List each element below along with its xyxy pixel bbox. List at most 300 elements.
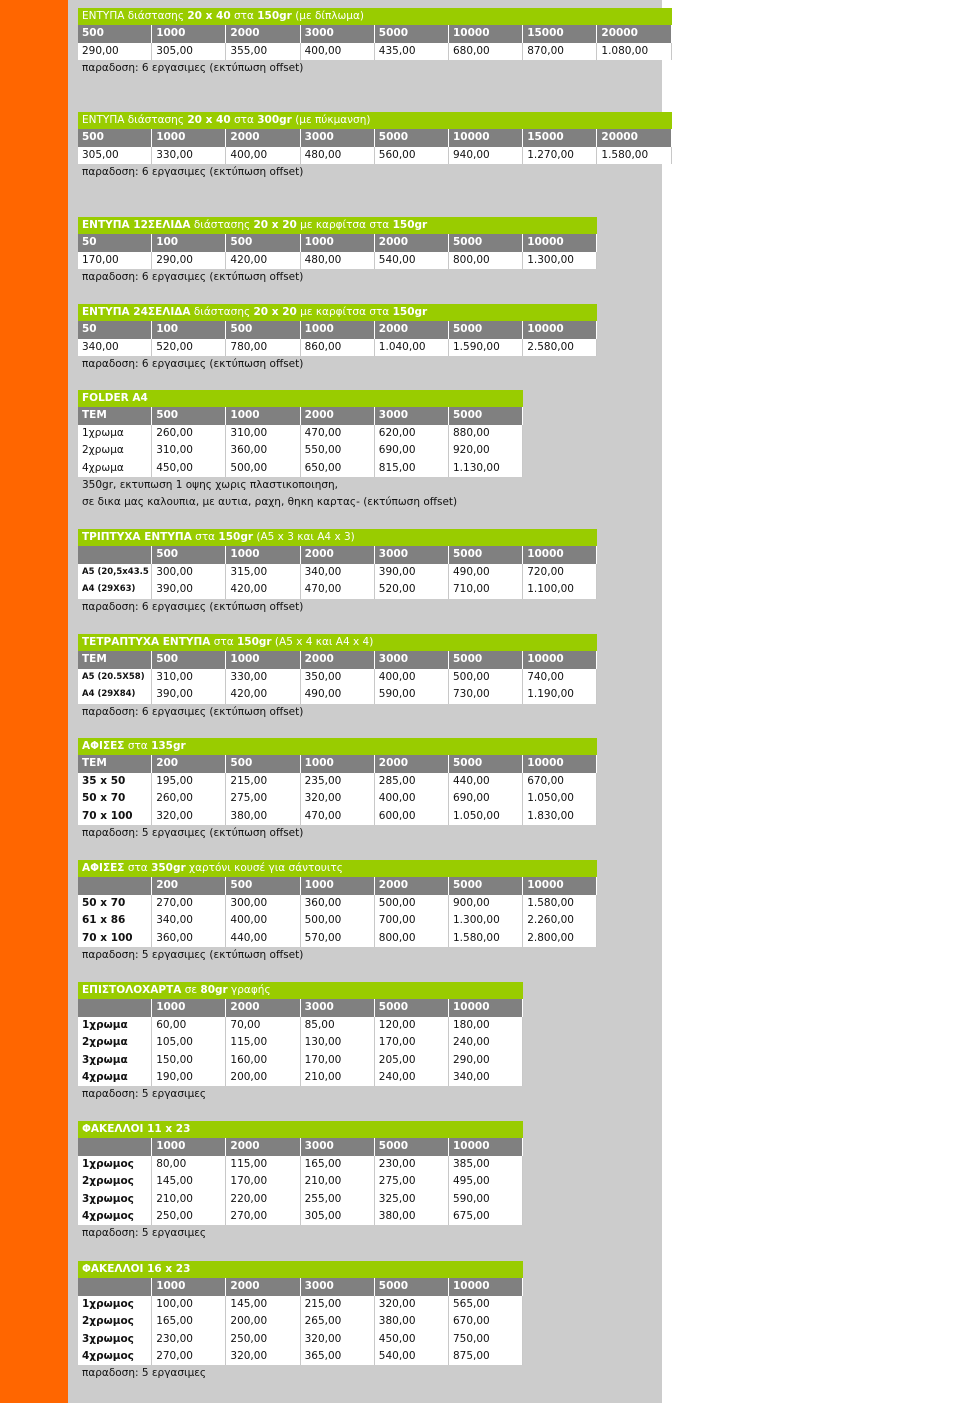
price-cell: 590,00 [375, 686, 449, 703]
price-cell: 400,00 [226, 912, 300, 929]
price-cell: 590,00 [449, 1191, 523, 1208]
price-cell: 355,00 [226, 43, 300, 60]
price-cell: 145,00 [226, 1296, 300, 1313]
price-cell: 320,00 [152, 808, 226, 825]
price-cell: 2.800,00 [523, 930, 597, 947]
table-row [78, 1017, 523, 1034]
price-cell: 330,00 [152, 147, 226, 164]
price-cell: 1.300,00 [523, 252, 597, 269]
column-header: 10000 [523, 321, 597, 338]
price-cell: 80,00 [152, 1156, 226, 1173]
price-cell: 270,00 [226, 1208, 300, 1225]
column-header: 20000 [597, 25, 671, 42]
column-header: 10000 [449, 999, 523, 1016]
price-cell: 215,00 [301, 1296, 375, 1313]
column-header: 1000 [152, 25, 226, 42]
price-cell: 400,00 [375, 790, 449, 807]
table-row [78, 339, 597, 356]
price-cell: 300,00 [226, 895, 300, 912]
column-header: 2000 [301, 546, 375, 563]
price-cell: 320,00 [375, 1296, 449, 1313]
price-cell: 180,00 [449, 1017, 523, 1034]
price-cell: 380,00 [226, 808, 300, 825]
delivery-note [78, 269, 638, 286]
row-label: 70 x 100 [78, 930, 152, 947]
table-header-row [78, 129, 672, 146]
delivery-note [78, 825, 638, 842]
price-cell: 1.190,00 [523, 686, 597, 703]
title-segment: (A5 x 4 και A4 x 4) [271, 636, 374, 648]
column-header: 1000 [226, 651, 300, 668]
price-cell: 305,00 [301, 1208, 375, 1225]
price-cell: 470,00 [301, 581, 375, 598]
title-segment: στα [210, 636, 237, 648]
price-cell: 380,00 [375, 1313, 449, 1330]
column-header: TEM [78, 755, 152, 772]
table-title-text [78, 860, 597, 877]
row-label: 1χρωμος [78, 1296, 152, 1313]
column-header [78, 546, 152, 563]
table-row [78, 581, 597, 598]
orange-side-bar [0, 388, 68, 528]
table-title-text [78, 304, 597, 321]
column-header: TEM [78, 651, 152, 668]
column-header: 20000 [597, 129, 671, 146]
price-cell: 1.130,00 [449, 460, 523, 477]
price-cell: 70,00 [226, 1017, 300, 1034]
price-cell: 260,00 [152, 425, 226, 442]
price-table [78, 8, 672, 78]
row-label: A4 (29X63) [78, 581, 152, 598]
price-table [78, 217, 597, 287]
price-cell: 750,00 [449, 1331, 523, 1348]
price-cell: 470,00 [301, 425, 375, 442]
price-cell: 200,00 [226, 1069, 300, 1086]
title-segment: (με δίπλωμα) [291, 10, 364, 22]
row-label: 4χρωμος [78, 1348, 152, 1365]
title-segment: ΕΠΙΣΤΟΛΟΧΑΡΤΑ [82, 984, 182, 996]
title-segment: ΤΡΙΠΤΥΧΑ ΕΝΤΥΠΑ [82, 531, 192, 543]
price-cell: 1.580,00 [597, 147, 671, 164]
price-cell: 100,00 [152, 1296, 226, 1313]
column-header: 3000 [375, 651, 449, 668]
table-row [78, 1208, 523, 1225]
column-header: 1000 [152, 1138, 226, 1155]
price-cell: 350,00 [301, 669, 375, 686]
table-row [78, 790, 597, 807]
column-header: 1000 [301, 877, 375, 894]
column-header: 500 [78, 25, 152, 42]
price-cell: 290,00 [449, 1052, 523, 1069]
price-cell: 1.580,00 [523, 895, 597, 912]
row-label: 61 x 86 [78, 912, 152, 929]
price-cell: 130,00 [301, 1034, 375, 1051]
price-cell: 120,00 [375, 1017, 449, 1034]
column-header: 5000 [449, 321, 523, 338]
price-cell: 250,00 [152, 1208, 226, 1225]
price-cell: 420,00 [226, 686, 300, 703]
table-row [78, 442, 523, 459]
price-cell: 550,00 [301, 442, 375, 459]
price-cell: 310,00 [152, 669, 226, 686]
price-cell: 900,00 [449, 895, 523, 912]
price-cell: 1.100,00 [523, 581, 597, 598]
row-label: 35 x 50 [78, 773, 152, 790]
price-cell: 870,00 [523, 43, 597, 60]
column-header: 10000 [449, 25, 523, 42]
title-segment: στα [124, 740, 152, 752]
price-cell: 170,00 [78, 252, 152, 269]
title-segment: 350gr [151, 862, 186, 874]
table-row [78, 460, 523, 477]
delivery-note-text: παραδοση: 6 εργασιμες (εκτύπωση offset) [82, 271, 304, 284]
column-header: 1000 [226, 546, 300, 563]
price-cell: 310,00 [226, 425, 300, 442]
column-header: 2000 [226, 1278, 300, 1295]
price-cell: 170,00 [375, 1034, 449, 1051]
price-cell: 1.580,00 [449, 930, 523, 947]
column-header: 10000 [523, 877, 597, 894]
price-table [78, 112, 672, 182]
price-cell: 1.080,00 [597, 43, 671, 60]
title-segment: FOLDER A4 [82, 392, 148, 404]
price-cell: 780,00 [226, 339, 300, 356]
delivery-note [78, 356, 638, 373]
row-label: 3χρωμος [78, 1331, 152, 1348]
price-cell: 920,00 [449, 442, 523, 459]
table-row [78, 1173, 523, 1190]
price-cell: 440,00 [226, 930, 300, 947]
column-header: 3000 [301, 25, 375, 42]
column-header: 5000 [449, 546, 523, 563]
table-title [78, 390, 523, 407]
price-cell: 170,00 [226, 1173, 300, 1190]
title-segment: διάστασης [190, 306, 254, 318]
table-header-row [78, 407, 523, 424]
orange-side-bar [0, 104, 68, 214]
column-header: 500 [226, 321, 300, 338]
column-header: 3000 [301, 129, 375, 146]
column-header: 10000 [449, 129, 523, 146]
price-cell: 230,00 [375, 1156, 449, 1173]
price-cell: 670,00 [523, 773, 597, 790]
delivery-note-text: σε δικα μας καλουπια, με αυτια, ραχη, θηκη καρτας- (εκτύπωση offset) [82, 496, 458, 509]
price-cell: 800,00 [449, 252, 523, 269]
price-cell: 390,00 [152, 686, 226, 703]
column-header: 5000 [449, 407, 523, 424]
orange-side-bar [0, 214, 68, 300]
price-cell: 435,00 [375, 43, 449, 60]
price-cell: 340,00 [449, 1069, 523, 1086]
orange-side-bar [0, 1260, 68, 1403]
table-title [78, 112, 672, 129]
table-row [78, 1348, 523, 1365]
price-cell: 165,00 [152, 1313, 226, 1330]
price-cell: 570,00 [301, 930, 375, 947]
price-cell: 285,00 [375, 773, 449, 790]
price-cell: 115,00 [226, 1034, 300, 1051]
table-row [78, 930, 597, 947]
price-cell: 305,00 [78, 147, 152, 164]
column-header [78, 999, 152, 1016]
column-header: 10000 [523, 651, 597, 668]
price-cell: 200,00 [226, 1313, 300, 1330]
price-cell: 800,00 [375, 930, 449, 947]
orange-side-bar [0, 980, 68, 1120]
price-cell: 490,00 [301, 686, 375, 703]
title-segment: με καρφίτσα στα [296, 306, 393, 318]
price-table [78, 1121, 523, 1243]
table-title-text [78, 529, 597, 546]
title-segment: ΕΝΤΥΠΑ 24ΣΕΛΙΔΑ [82, 306, 191, 318]
table-title-text [78, 112, 672, 129]
table-header-row [78, 25, 672, 42]
title-segment: ΕΝΤΥΠΑ διάστασης [82, 114, 188, 126]
delivery-note-text: παραδοση: 6 εργασιμες (εκτύπωση offset) [82, 62, 304, 75]
orange-side-bar [0, 1120, 68, 1260]
title-segment: στα [230, 114, 258, 126]
price-cell: 215,00 [226, 773, 300, 790]
row-label: A5 (20,5x43.5 [78, 564, 152, 581]
table-row [78, 1313, 523, 1330]
row-label: 2χρωμα [78, 442, 152, 459]
table-header-row [78, 651, 597, 668]
price-table [78, 634, 597, 721]
price-cell: 420,00 [226, 581, 300, 598]
price-cell: 560,00 [375, 147, 449, 164]
price-cell: 480,00 [301, 147, 375, 164]
price-cell: 400,00 [375, 669, 449, 686]
price-cell: 170,00 [301, 1052, 375, 1069]
table-title [78, 738, 597, 755]
price-cell: 620,00 [375, 425, 449, 442]
price-cell: 250,00 [226, 1331, 300, 1348]
column-header: 2000 [375, 321, 449, 338]
price-cell: 1.040,00 [375, 339, 449, 356]
table-title [78, 860, 597, 877]
price-cell: 205,00 [375, 1052, 449, 1069]
title-segment: γραφής [227, 984, 271, 996]
column-header: 5000 [375, 129, 449, 146]
title-segment: στα [124, 862, 152, 874]
title-segment: ΕΝΤΥΠΑ διάστασης [82, 10, 188, 22]
table-title-text [78, 634, 597, 651]
column-header: 500 [226, 755, 300, 772]
price-cell: 300,00 [152, 564, 226, 581]
orange-side-bar [0, 300, 68, 388]
price-cell: 165,00 [301, 1156, 375, 1173]
row-label: A5 (20.5X58) [78, 669, 152, 686]
title-segment: 150gr [218, 531, 254, 543]
delivery-note-text: παραδοση: 5 εργασιμες (εκτύπωση offset) [82, 948, 304, 961]
price-cell: 1.830,00 [523, 808, 597, 825]
column-header: 5000 [449, 234, 523, 251]
delivery-note-text: παραδοση: 6 εργασιμες (εκτύπωση offset) [82, 705, 304, 718]
price-cell: 1.300,00 [449, 912, 523, 929]
price-cell: 690,00 [449, 790, 523, 807]
column-header: 2000 [226, 25, 300, 42]
price-cell: 380,00 [375, 1208, 449, 1225]
column-header: 10000 [449, 1138, 523, 1155]
price-cell: 115,00 [226, 1156, 300, 1173]
price-cell: 230,00 [152, 1331, 226, 1348]
delivery-note [78, 947, 638, 964]
table-row [78, 1052, 523, 1069]
table-title-text [78, 1121, 523, 1138]
column-header: 10000 [449, 1278, 523, 1295]
price-cell: 2.580,00 [523, 339, 597, 356]
row-label: 2χρωμα [78, 1034, 152, 1051]
column-header: 10000 [523, 546, 597, 563]
column-header: 100 [152, 321, 226, 338]
row-label: 2χρωμος [78, 1173, 152, 1190]
title-segment: ΑΦΙΣΕΣ [82, 740, 125, 752]
price-cell: 420,00 [226, 252, 300, 269]
row-label: 4χρωμα [78, 460, 152, 477]
price-cell: 265,00 [301, 1313, 375, 1330]
table-title-text [78, 8, 672, 25]
price-cell: 470,00 [301, 808, 375, 825]
delivery-note [78, 704, 638, 721]
title-segment: ΤΕΤΡΑΠΤΥΧΑ ΕΝΤΥΠΑ [82, 636, 211, 648]
column-header: 3000 [375, 407, 449, 424]
title-segment: ΦΑΚΕΛΛΟΙ 11 x 23 [82, 1123, 191, 1135]
price-table [78, 304, 597, 374]
price-cell: 710,00 [449, 581, 523, 598]
column-header: 500 [78, 129, 152, 146]
price-cell: 1.270,00 [523, 147, 597, 164]
row-label: 70 x 100 [78, 808, 152, 825]
row-label: 50 x 70 [78, 790, 152, 807]
table-row [78, 1191, 523, 1208]
column-header: 1000 [226, 407, 300, 424]
column-header: 1000 [301, 234, 375, 251]
price-cell: 365,00 [301, 1348, 375, 1365]
table-row [78, 686, 597, 703]
price-cell: 730,00 [449, 686, 523, 703]
title-segment: 150gr [257, 10, 292, 22]
price-cell: 360,00 [226, 442, 300, 459]
price-cell: 320,00 [226, 1348, 300, 1365]
column-header: 1000 [301, 755, 375, 772]
delivery-note-text: παραδοση: 5 εργασιμες (εκτύπωση offset) [82, 826, 304, 839]
price-cell: 875,00 [449, 1348, 523, 1365]
price-cell: 740,00 [523, 669, 597, 686]
delivery-note [78, 477, 638, 494]
price-cell: 360,00 [301, 895, 375, 912]
delivery-note-text: παραδοση: 6 εργασιμες (εκτύπωση offset) [82, 600, 304, 613]
price-cell: 255,00 [301, 1191, 375, 1208]
title-segment: (με πύκμανση) [291, 114, 371, 126]
price-table [78, 860, 597, 964]
price-cell: 500,00 [449, 669, 523, 686]
table-row [78, 895, 597, 912]
delivery-note-text: 350gr, εκτυπωση 1 οψης χωρις πλαστικοποιηση, [82, 478, 339, 491]
table-title [78, 982, 523, 999]
title-segment: 20 x 20 [253, 306, 297, 318]
price-cell: 495,00 [449, 1173, 523, 1190]
price-cell: 700,00 [375, 912, 449, 929]
delivery-note [78, 1225, 638, 1242]
title-segment: 20 x 40 [187, 10, 231, 22]
column-header: 3000 [301, 1278, 375, 1295]
table-row [78, 773, 597, 790]
price-cell: 500,00 [226, 460, 300, 477]
table-title [78, 1261, 523, 1278]
title-segment: στα [191, 531, 219, 543]
title-segment: σε [181, 984, 201, 996]
table-row [78, 1034, 523, 1051]
price-cell: 145,00 [152, 1173, 226, 1190]
column-header: 200 [152, 877, 226, 894]
title-segment: 300gr [257, 114, 292, 126]
table-row [78, 147, 672, 164]
title-segment: 150gr [236, 636, 272, 648]
table-header-row [78, 755, 597, 772]
column-header: 3000 [301, 999, 375, 1016]
price-cell: 400,00 [301, 43, 375, 60]
price-cell: 290,00 [152, 252, 226, 269]
column-header [78, 1278, 152, 1295]
table-row [78, 252, 597, 269]
price-cell: 320,00 [301, 790, 375, 807]
price-cell: 235,00 [301, 773, 375, 790]
price-cell: 520,00 [375, 581, 449, 598]
price-cell: 150,00 [152, 1052, 226, 1069]
table-row [78, 1069, 523, 1086]
column-header [78, 877, 152, 894]
table-title [78, 529, 597, 546]
table-row [78, 669, 597, 686]
delivery-note-text: παραδοση: 5 εργασιμες [82, 1227, 207, 1240]
column-header: 1000 [152, 1278, 226, 1295]
table-row [78, 1156, 523, 1173]
title-segment: 150gr [392, 306, 428, 318]
price-cell: 440,00 [449, 773, 523, 790]
column-header: 500 [152, 651, 226, 668]
row-label: 1χρωμα [78, 425, 152, 442]
price-cell: 275,00 [226, 790, 300, 807]
column-header: 15000 [523, 129, 597, 146]
column-header: 200 [152, 755, 226, 772]
price-table [78, 390, 523, 512]
column-header: 5000 [449, 755, 523, 772]
column-header: 500 [226, 877, 300, 894]
table-title [78, 8, 672, 25]
title-segment: 80gr [200, 984, 228, 996]
title-segment: στα [230, 10, 258, 22]
price-cell: 240,00 [449, 1034, 523, 1051]
price-table [78, 982, 523, 1104]
price-table [78, 529, 597, 616]
price-cell: 105,00 [152, 1034, 226, 1051]
row-label: 50 x 70 [78, 895, 152, 912]
price-cell: 60,00 [152, 1017, 226, 1034]
column-header: 5000 [375, 1278, 449, 1295]
price-cell: 650,00 [301, 460, 375, 477]
title-segment: 150gr [392, 219, 428, 231]
column-header: 2000 [226, 999, 300, 1016]
title-segment: χαρτόνι κουσέ για σάντουιτς [185, 862, 343, 874]
column-header: TEM [78, 407, 152, 424]
price-cell: 675,00 [449, 1208, 523, 1225]
table-row [78, 808, 597, 825]
row-label: 4χρωμος [78, 1208, 152, 1225]
row-label: 3χρωμος [78, 1191, 152, 1208]
price-cell: 275,00 [375, 1173, 449, 1190]
price-cell: 450,00 [375, 1331, 449, 1348]
price-cell: 315,00 [226, 564, 300, 581]
